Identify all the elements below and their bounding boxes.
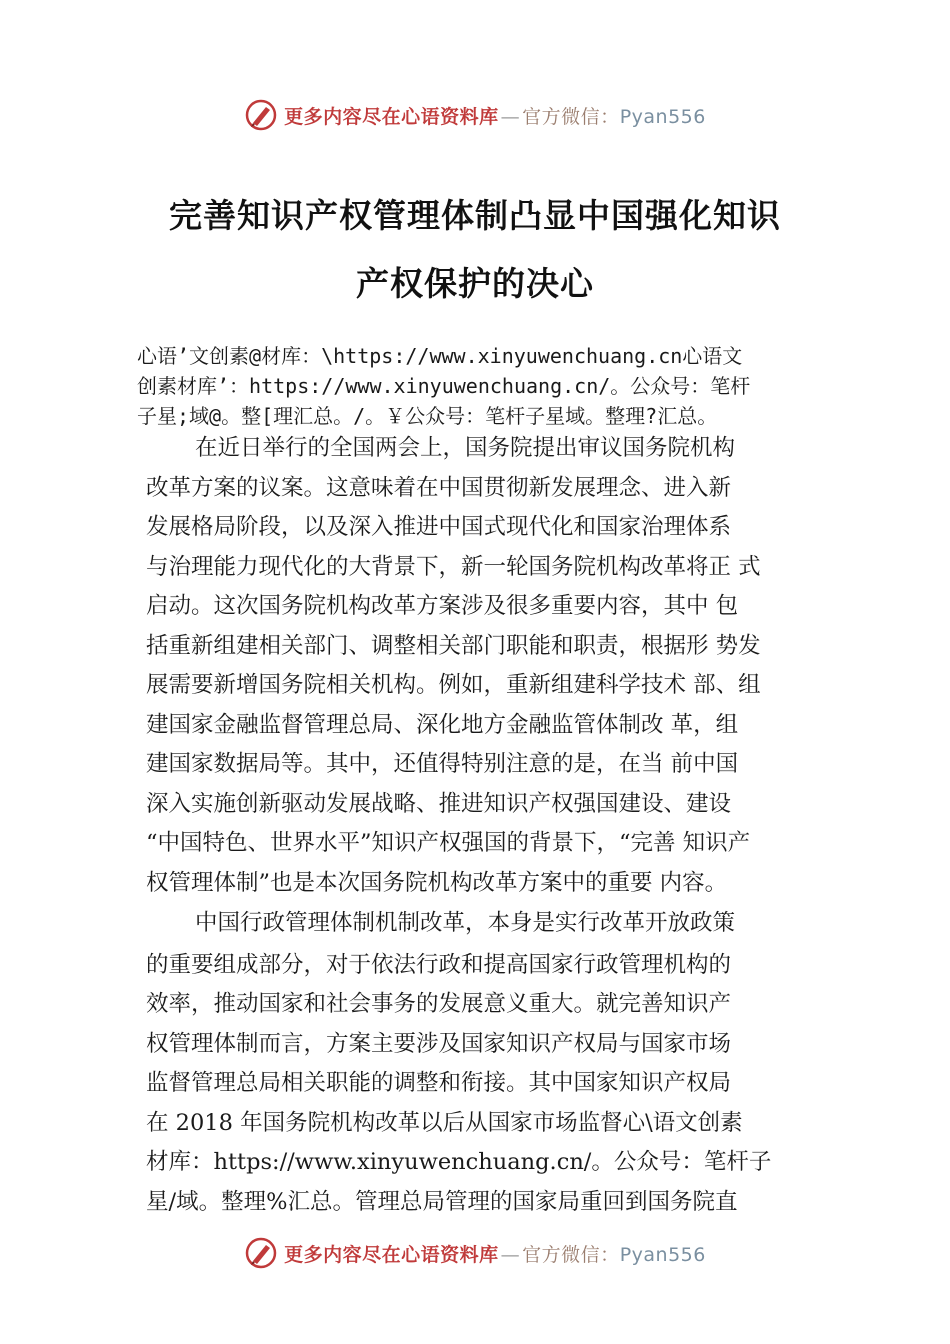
- banner-slogan: 更多内容尽在心语资料库: [284, 105, 499, 128]
- paragraph-line: 材库：https://www.xinyuwenchuang.cn/。公众号：笔杆子: [146, 1149, 772, 1175]
- paragraph-line: “中国特色、世界水平”知识产权强国的背景下，“完善 知识产: [146, 830, 751, 856]
- paragraph-line: 深入实施创新驱动发展战略、推进知识产权强国建设、建设: [146, 791, 732, 817]
- paragraph-line: 括重新组建相关部门、调整相关部门职能和职责，根据形 势发: [146, 633, 761, 659]
- page-title-line-2: 产权保护的决心: [356, 264, 594, 303]
- pen-logo-icon: [244, 1236, 278, 1270]
- banner-wechat-label: 官方微信：: [522, 105, 620, 128]
- paragraph-line: 改革方案的议案。这意味着在中国贯彻新发展理念、进入新: [146, 475, 732, 501]
- source-line: 子星;域@。整[理汇总。/。￥公众号：笔杆子星域。整理?汇总。: [137, 404, 718, 428]
- paragraph-line: 中国行政管理体制机制改革，本身是实行改革开放政策: [195, 910, 736, 936]
- paragraph-line: 启动。这次国务院机构改革方案涉及很多重要内容，其中 包: [146, 593, 739, 619]
- pen-logo-icon: [244, 98, 278, 132]
- paragraph-line: 发展格局阶段，以及深入推进中国式现代化和国家治理体系: [146, 514, 732, 540]
- banner-wechat-label: 官方微信：: [522, 1243, 620, 1266]
- banner-wechat-id: Pyan556: [619, 1243, 706, 1266]
- paragraph-line: 监督管理总局相关职能的调整和衔接。其中国家知识产权局: [146, 1070, 732, 1096]
- paragraph-line: 的重要组成部分，对于依法行政和提高国家行政管理机构的: [146, 952, 732, 978]
- paragraph-line: 在 2018 年国务院机构改革以后从国家市场监督心\语文创素: [146, 1110, 743, 1136]
- footer-banner: [0, 1233, 950, 1273]
- paragraph-line: 建国家金融监督管理总局、深化地方金融监管体制改 革，组: [146, 712, 739, 738]
- banner-wechat-id: Pyan556: [619, 105, 706, 128]
- paragraph-line: 展需要新增国务院相关机构。例如，重新组建科学技术 部、组: [146, 672, 761, 698]
- paragraph-line: 在近日举行的全国两会上，国务院提出审议国务院机构: [195, 435, 736, 461]
- header-banner: [0, 95, 950, 135]
- paragraph-line: 权管理体制而言，方案主要涉及国家知识产权局与国家市场: [146, 1031, 732, 1057]
- paragraph-line: 效率，推动国家和社会事务的发展意义重大。就完善知识产: [146, 991, 732, 1017]
- banner-dash: —: [500, 105, 521, 128]
- source-line: 心语’文创素@材库：\https://www.xinyuwenchuang.cn心语文: [137, 344, 743, 368]
- paragraph-line: 权管理体制”也是本次国务院机构改革方案中的重要 内容。: [146, 870, 728, 896]
- banner-slogan: 更多内容尽在心语资料库: [284, 1243, 499, 1266]
- paragraph-line: 与治理能力现代化的大背景下，新一轮国务院机构改革将正 式: [146, 554, 761, 580]
- source-line: 创素材库’：https://www.xinyuwenchuang.cn/。公众号：笔杆: [137, 374, 751, 398]
- banner-dash: —: [500, 1243, 521, 1266]
- paragraph-line: 星/域。整理%汇总。管理总局管理的国家局重回到国务院直: [146, 1189, 738, 1215]
- paragraph-line: 建国家数据局等。其中，还值得特别注意的是，在当 前中国: [146, 751, 739, 777]
- page-title-line-1: 完善知识产权管理体制凸显中国强化知识: [169, 196, 781, 235]
